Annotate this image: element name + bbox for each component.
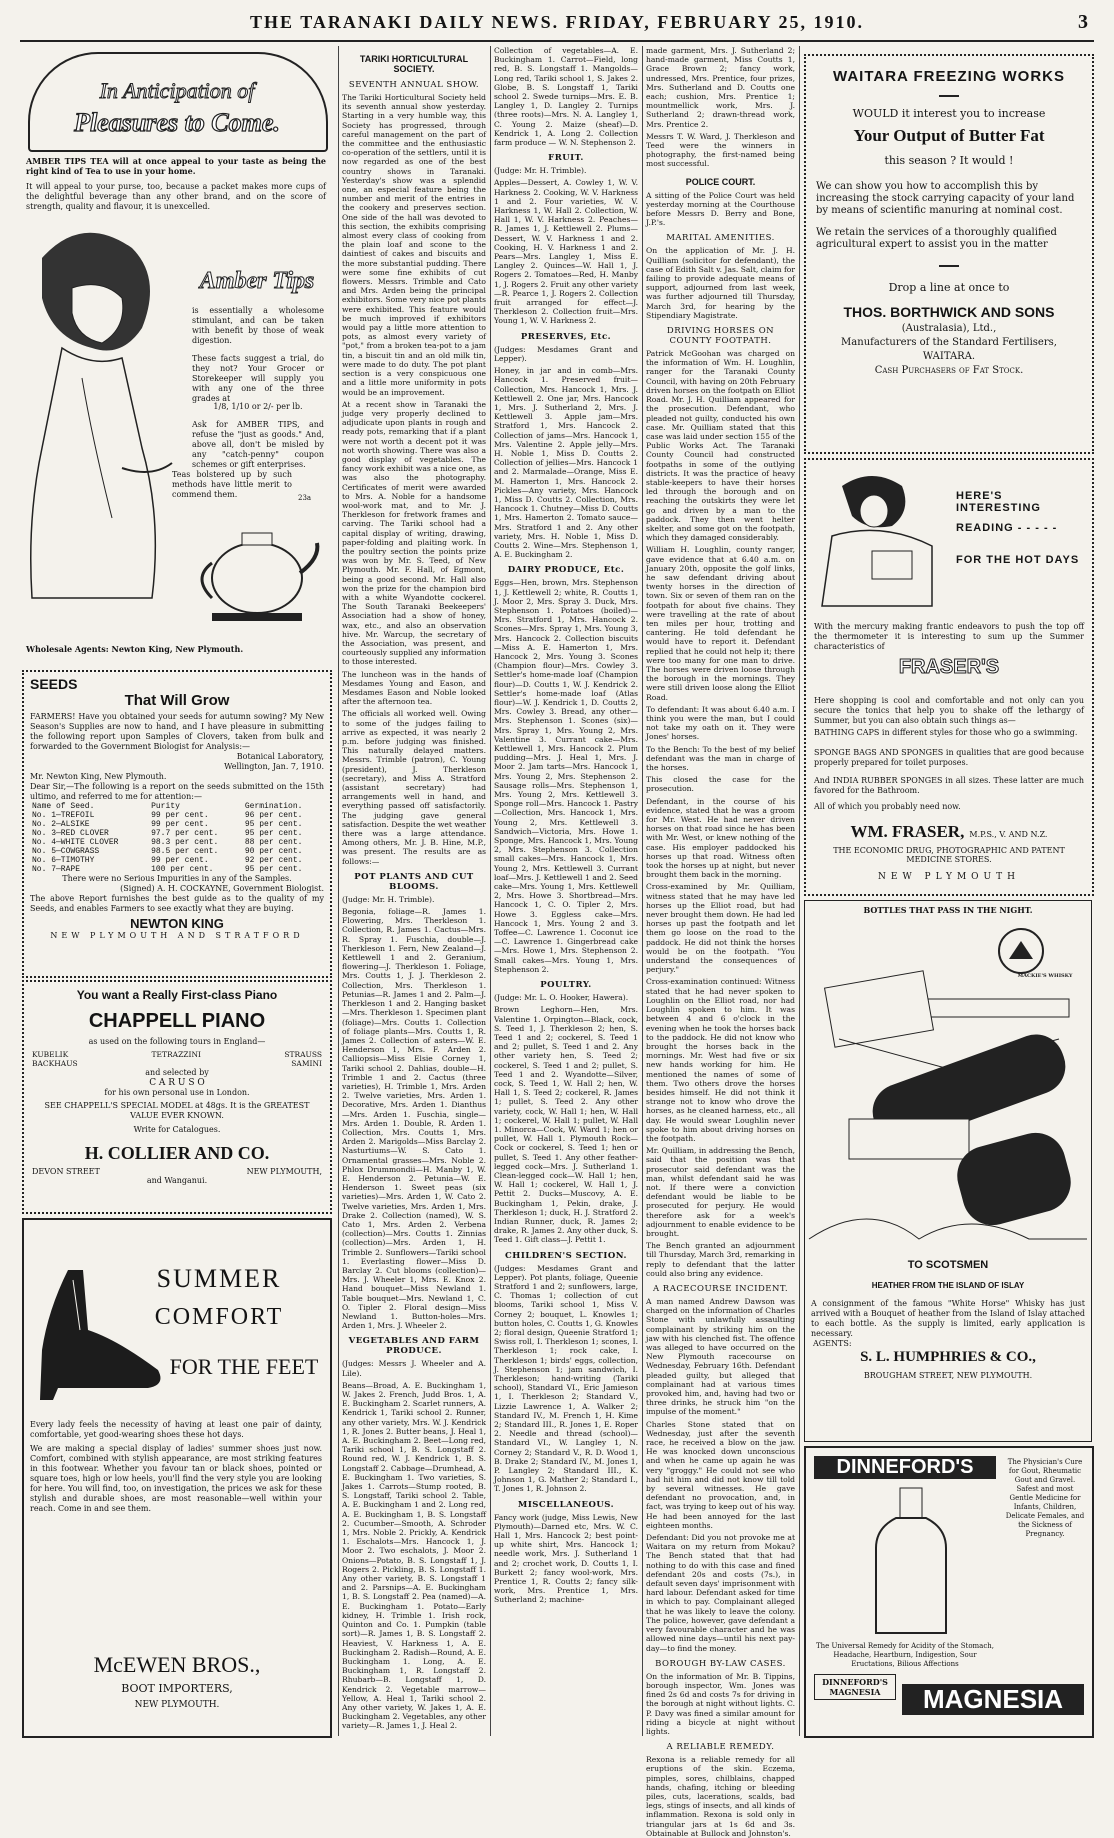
- seeds-towns: NEW PLYMOUTH AND STRATFORD: [50, 931, 304, 940]
- seeds-subtitle: That Will Grow: [124, 692, 230, 709]
- fraser-body: Here shopping is cool and comfortable and not only can you secure the tonics that help you to shake off the lethargy of Summer, but you can also obtain such things as—: [814, 696, 1084, 725]
- teapot-icon: [192, 518, 322, 628]
- piano-np: NEW PLYMOUTH,: [246, 1167, 322, 1176]
- waitara-line-3: this season ? It would !: [884, 154, 1014, 167]
- seed-purity: 97.7 per cent.: [151, 829, 219, 838]
- artist: BACKHAUS: [32, 1059, 78, 1068]
- column-rule: [642, 46, 643, 1736]
- table-row: [30, 865, 324, 874]
- piano-artists-row: [32, 1050, 322, 1059]
- article-paragraph: On the application of Mr. J. H. Quilliam (solicitor for defendant), the case of Edith Salt v. Jas. Salt, claim for failing to provide adequate means of support, adjourned from last week, was further adjourned till Thursday, March 3rd, for hearing by the Stipendiary Magistrate.: [646, 246, 796, 320]
- shoe-line-3: FOR THE FEET: [169, 1354, 319, 1379]
- seeds-intro: FARMERS! Have you obtained your seeds for autumn sowing? My New Season's Supplies are now to hand, and I have pleasure in submitting the following report upon Samples of Clovers, taken from bulk and forwarded to the Government Biologist for Analysis:—: [30, 712, 324, 751]
- seeds-ad: [22, 670, 332, 978]
- shoe-trade: BOOT IMPORTERS,: [121, 1682, 233, 1695]
- dinneford-remedy: The Universal Remedy for Acidity of the Stomach, Headache, Heartburn, Indigestion, Sour Eructations, Bilious Affections: [815, 1642, 995, 1668]
- article-paragraph: To the Bench: To the best of my belief defendant was the man in charge of the horses.: [646, 744, 795, 773]
- column-show-results: [494, 46, 638, 1736]
- seed-germination: 92 per cent.: [244, 856, 303, 865]
- article-paragraph: Mr. Quilliam, in addressing the Bench, said that the position was that prosecutor said defendant was the man, whilst defendant said he was not. If there were a conviction defendant would be liable to be prosecuted for perjury. He would therefore ask for a week's adjournment to enable evidence to be brought.: [646, 1146, 795, 1238]
- fraser-head-2: READING - - - - -: [956, 522, 1058, 534]
- seed-name: No. 4—WHITE CLOVER: [32, 838, 119, 847]
- seed-germination: 95 per cent.: [244, 829, 303, 838]
- piano-street: DEVON STREET: [32, 1167, 100, 1176]
- waitara-ad: [804, 54, 1094, 454]
- fraser-stores: THE ECONOMIC DRUG, PHOTOGRAPHIC AND PATENT MEDICINE STORES.: [833, 846, 1065, 864]
- seed-purity: 99 per cent.: [151, 811, 209, 820]
- article-paragraph: Cross-examination continued: Witness stated that he had never spoken to Loughlin on the Elliot road, nor had Loughlin spoken to him. It was between 4 and 6 o'clock in the evening when he took the horses back to the paddock. He did not know who brought the horses back in the mornings. Mr. West had five or six new hands working for him. He mentioned the names of some of them. Two others drove the horses besides himself. He did not think it strange not to know who drove the horses, as he cleaned harness, etc., all day. He would swear Loughlin never spoke to him about driving horses on the footpath.: [646, 977, 795, 1143]
- article-paragraph: A sitting of the Police Court was held yesterday morning at the Courthouse before Messrs D. Berry and Bone, J.P.'s.: [646, 190, 795, 228]
- shoe-firm: McEWEN BROS.,: [93, 1652, 261, 1677]
- fraser-item-1: BATHING CAPS in different styles for those who go a swimming.: [814, 728, 1078, 737]
- piano-wanganui: and Wanganui.: [146, 1176, 208, 1185]
- whisky-label: MACKIE'S WHISKY: [1017, 973, 1073, 979]
- tariki-subheading: SEVENTH ANNUAL SHOW.: [348, 80, 480, 90]
- article-paragraph: The Bench granted an adjournment till Thursday, March 3rd, remarking in reply to defendant that the latter could also bring any evidence.: [646, 1241, 795, 1278]
- article-paragraph: Cross-examined by Mr. Quilliam, witness stated that he may have led horses up the Elliot road, but had never brought them down. He had led horses up past the footpath and let them go loose on the road to the paddock. He did not think the horses would be on the footpath. "You understand the consequences of perjury.": [646, 882, 795, 975]
- dinneford-side: The Physician's Cure for Gout, Rheumatic Gout and Gravel. Safest and most Gentle Medicine for Infants, Children, Delicate Females, and the Sickness of Pregnancy.: [1005, 1458, 1085, 1538]
- piano-ad: [22, 980, 332, 1214]
- page-number: 3: [1078, 11, 1088, 33]
- airship-bottles-illustration: [809, 919, 1087, 1249]
- article-paragraph: Eggs—Hen, brown, Mrs. Stephenson 1, J. Kettlewell 2; white, R. Coutts 1, J. Moor 2, Mrs. Spray 3. Duck, Mrs. Stephenson 1. Potatoes (boiled)—Mrs. Stratford 1, Mrs. Hancock 2. Scones—Mrs. Spray 1, Mrs. Young 3, Mrs. Hancock 2. Collection biscuits—Miss A. E. Hamerton 1, Mrs. Hancock 2, Mrs. Young 3. Scones (Champion flour)—Mrs. Cowley 3. Settler's home-made loaf (Champion flour)—D. Coutts 1, W. J. Kendrick 2. Settler's home-made loaf (Atlas flour)—W. J. Kendrick 1, D. Coutts 2, Mrs. Cowley 3. Bread, any other—Mrs. Stephenson 1. Scones (six)—Mrs. Spray 1, Mrs. Young 2, Mrs. Valentine 3. Currant cake—Mrs. Kettlewell 1, Mrs. Hancock 2. Plum pudding—Mrs. J. Heal 1, Mrs. J. Moor 2. Jam tarts—Mrs. Hancock 1, Mrs. Young 2, Mrs. Stephenson 2. Sausage rolls—Mrs. Stephenson 1, Mrs. Young 2, Mrs. Kettlewell 3. Sponge roll—Mrs. Hancock 1. Pastry—Collection, Mrs. Hancock 1, Mrs. Young 2, Mrs. Kettlewell 3. Sandwich—Victoria, Mrs. Howe 1. Sponge, Mrs. Hancock 1, Mrs. Young 2, Mrs. Stephenson 3. Collection small cakes—Mrs. Hancock 1, Mrs. Young 2, Mrs. Kettlewell 3. Currant loaf—Mrs. J. Kettlewell 1 and 2. Seed cake—Mrs. Young 1, Mrs. Kettlewell 2, Mrs. Howe 3. Shortbread—Mrs. Hancock 1, C. O. Tipler 2, Mrs. Howe 3. Eggless cake—Mrs. Hancock 1, Mrs. Young 2 and 3. Toffee—C. Lawrence 1. Coconut ice—C. Lawrence 1. Gingerbread cake—Mrs. Howe 1, Mrs. Stephenson 2. Small cakes—Mrs. Young 1, Mrs. Stephenson 2.: [494, 578, 638, 974]
- fraser-head-3: FOR THE HOT DAYS: [956, 554, 1080, 566]
- whisky-head-2: HEATHER FROM THE ISLAND OF ISLAY: [871, 1281, 1025, 1290]
- column-header: Germination.: [244, 802, 303, 811]
- article-paragraph: To defendant: It was about 6.40 a.m. I think you were the man, but I could not take my oath on it. They were Jones' horses.: [646, 704, 795, 742]
- piano-catalogues: Write for Catalogues.: [133, 1125, 221, 1134]
- amber-prices: 1/8, 1/10 or 2/- per lb.: [213, 402, 303, 411]
- amber-tips-ad: [22, 48, 332, 664]
- article-paragraph: A man named Andrew Dawson was charged on the information of Charles Stone with unlawfully assaulting complainant by striking him on the jaw with his clenched fist. The offence was alleged to have occurred on the New Plymouth racecourse on Wednesday, February 16th. Defendant pleaded guilty, but alleged that complainant had at various times provoked him, and, having had two or three drinks, he struck him "on the impulse of the moment.": [646, 1296, 795, 1417]
- article-paragraph: Defendant, in the course of his evidence, stated that he was a groom for Mr. West. He had never driven horses on that road since he has been with Mr. West, or knew nothing of the case. His employer paddocked his horses up that road. Witness often took the horses up at night, but never brought them back in the morning.: [646, 796, 795, 880]
- column-header: Name of Seed.: [32, 802, 95, 811]
- piano-title: You want a Really First-class Piano: [76, 988, 278, 1002]
- column-header: Purity: [151, 802, 180, 811]
- article-paragraph: Fancy work (judge, Miss Lewis, New Plymouth)—Darned etc, Mrs. W. C. Hall 1, Mrs. Hancock 2; best point-up white shirt, Mrs. Hancock 1; needle work, Mrs. J. Sutherland 1 and 2; crochet work, D. Coutts 1, I. Burkett 2; fancy wool-work, Mrs. Prentice 1, R. Coutts 2; fancy silk-work, Mrs. Prentice 1, Mrs. Sutherland 2; machine-: [494, 1512, 638, 1605]
- artist: TETRAZZINI: [151, 1050, 201, 1059]
- amber-code: 23a: [298, 494, 312, 502]
- whisky-head-1: TO SCOTSMEN: [907, 1259, 989, 1271]
- bottle-label-1: DINNEFORD'S: [822, 1677, 888, 1687]
- seed-germination: 95 per cent.: [244, 865, 303, 874]
- divider: [939, 265, 959, 267]
- seed-name: No. 3—RED CLOVER: [32, 829, 109, 838]
- seed-name: No. 1—TREFOIL: [32, 811, 95, 820]
- shoe-line-1: SUMMER: [156, 1264, 282, 1293]
- column-tariki-show: [342, 46, 486, 1736]
- section-heading: A RACECOURSE INCIDENT.: [652, 1283, 789, 1294]
- section-heading: VEGETABLES AND FARM PRODUCE.: [348, 1336, 480, 1357]
- amber-trial: These facts suggest a trial, do they not? Your Grocer or Storekeeper will supply you with any one of the three grades at: [192, 354, 324, 403]
- seeds-title: SEEDS: [30, 676, 78, 692]
- section-heading: DAIRY PRODUCE, Etc.: [507, 565, 625, 576]
- seed-purity: 100 per cent.: [151, 865, 214, 874]
- judge-line: (Judges: Messrs J. Wheeler and A. Lile).: [342, 1359, 486, 1378]
- column-police-court: [646, 46, 796, 1838]
- seed-name: No. 2—ALSIKE: [32, 820, 90, 829]
- article-paragraph: Honey, in jar and in comb—Mrs. Hancock 1. Preserved fruit—Collection, Mrs. Hancock 1, Mrs. J. Kettlewell 2. One jar, Mrs. Hancock 1, Mrs. J. Sutherland 2, Mrs. J. Kettlewell 3. Apple jam—Mrs. Stratford 1, Mrs. Hancock 2. Collection of jams—Mrs. Hancock 1, Mrs. Valentine 2. Apple jelly—Mrs. H. Noble 1, Miss D. Coutts 2. Collection of jellies—Mrs. Hancock 1 and 2. Marmalade—Orange, Miss E. M. Hamerton 1, Mrs. Hancock 2. Pickles—Any variety, Mrs. Hancock 1, Miss D. Coutts 2. Collection, Mrs. Hancock 1. Chutney—Miss D. Coutts 1, Mrs. Hamerton 2. Tomato sauce—Mrs. Stratford 1 and 2. Any other variety, Mrs. H. Noble 1, Miss D. Coutts 2. Wine—Mrs. Stephenson 1, A. E. Buckingham 2.: [494, 366, 638, 560]
- fraser-brand: FRASER'S: [898, 656, 1000, 678]
- article-paragraph: Beans—Broad, A. E. Buckingham 1, W. Jakes 2. French, Judd Bros. 1, A. E. Buckingham 2. Scarlet runners, A. Kendrick 1, Tariki school 2. Runner, any other variety, Mrs. W. J. Kendrick 1, R. Jones 2. Butter beans, J. Heal 1, A. E. Buckingham 2. Beet—Long red, Tariki school 1, B. S. Longstaff 2. Round red, W. J. Kendrick 1, B. S. Longstaff 2. Cabbage—Drumhead, A. E. Buckingham 1. Two varieties, S. Jakes 1. Carrots—Stump rooted, B. S. Longstaff, Tariki school 2. Table, A. E. Buckingham 1 and 2. Long red, A. E. Buckingham 1, B. S. Longstaff 2. Cucumber—Smooth, A. Schroder 1, Mrs. Noble 2. Prickly, A. Kendrick 1. Eschalots—Mrs. Hancock 1, J. Moor 2. Two eschalots, J. Moor 2. Onions—Potato, B. S. Longstaff 1, J. Rogers 2. Pickling, B. S. Longstaff 1. Any other variety, B. S. Longstaff 1 and 2. Parsnips—A. E. Buckingham 1, B. S. Longstaff 2. Pea (named)—A. E. Buckingham 1. Potato—Early kidney, H. Trimble 1. Irish rock, Quinton and Co. 1. Pumpkin (table sort)—R. James 1, B. S. Longstaff 2. Heaviest, V. Harkness 1, A. E. Buckingham 2. Radish—Round, A. E. Buckingham 1. Long, A. E. Buckingham 1, R. Longstaff 2. Rhubarb—B. Longstaff 1, D. Kendrick 2. Vegetable marrow—Yellow, A. Heal 1, Tariki school 2. Any other variety, W. Jakes 1, A. E. Buckingham 2. Vegetables, any other variety—R. James 1, J. Heal 2.: [342, 1380, 486, 1731]
- section-heading: CHILDREN'S SECTION.: [505, 1250, 627, 1261]
- dinneford-bottle-label: [814, 1674, 896, 1700]
- shoe-icon: [28, 1260, 168, 1410]
- article-paragraph: (Judges: Mesdames Grant and Lepper). Pot plants, foliage, Queenie Stratford 1 and 2; sunflowers, large, C. Thomas 1; collection of cut blooms, Tariki school 1, Miss V. Corney 2; bouquet, L. Knowles 1; button holes, C. Coutts 1, G. Knowles 2; floral design, Queenie Stratford 1; Swiss roll, I. Therkleson 1; scones, I. Therkleson 1; rock cake, I. Therkleson 1; birds' eggs, collection, J. Stephenson 1; jam sandwich, I. Therkleson; hand-writing (Tariki school), Standard VI., Eric Jamieson 1, I. Therkleson 2; Standard V., Lizzie Lawrence 1, A. Walker 2; Standard IV., M. French 1, H. Kime 2; Standard III., R. Jones 1, E. Roper 2. Needle and thread (school)—Standard VI., W. Langley 1, N. Corney 2; Standard V., R. D. Wood 1, B. Drake 2; Standard IV., M. Jones 1, P. Langley 2; Standard III., K. Johnson 1, G. Mather 2; Standard I., T. Jones 1, R. Johnson 2.: [494, 1263, 638, 1494]
- seed-germination: 96 per cent.: [244, 811, 303, 820]
- seeds-addressee: Mr. Newton King, New Plymouth.: [30, 772, 167, 781]
- waitara-drop: Drop a line at once to: [888, 281, 1010, 294]
- artist: KUBELIK: [32, 1050, 69, 1059]
- section-heading: DRIVING HORSES ON COUNTY FOOTPATH.: [666, 326, 775, 347]
- waitara-town: WAITARA.: [922, 351, 976, 362]
- column-rule: [799, 46, 800, 1736]
- table-row: [30, 838, 324, 847]
- table-row: [30, 820, 324, 829]
- amber-body: It will appeal to your purse, too, because a packet makes more cups of the delightful beverage than any other brand, and on the score of strength, quality and flavour, it is unexcelled.: [26, 182, 326, 211]
- judge-line: (Judge: Mr. H. Trimble).: [342, 894, 435, 904]
- article-paragraph: On the information of Mr. B. Tippins, borough inspector, Wm. Jones was fined 2s 6d and costs 7s for driving in the borough at night without lights. C. P. Davy was fined a similar amount for riding a bicycle at night without lights.: [646, 1671, 795, 1736]
- fraser-quals: M.P.S., V. AND N.Z.: [969, 830, 1048, 839]
- amber-headline-2: Pleasures to Come.: [74, 108, 280, 137]
- amber-tea-note: Teas bolstered up by such methods have little merit to commend them.: [172, 470, 292, 499]
- table-row: [30, 829, 324, 838]
- amber-intro: AMBER TIPS TEA will at once appeal to your taste as being the right kind of Tea to use in your home.: [26, 156, 326, 176]
- waitara-firm: THOS. BORTHWICK AND SONS: [843, 304, 1055, 320]
- seed-germination: 90 per cent.: [244, 847, 303, 856]
- tariki-heading: TARIKI HORTICULTURAL SOCIETY.: [359, 54, 469, 74]
- article-paragraph: At a recent show in Taranaki the judge very properly declined to adjudicate upon plants in rough and ready pots, remarking that if a plant were not worth a decent pot it was not worth showing. There was also a good display of vegetables. The fancy work exhibit was a nice one, as was also the photography. Certificates of merit were awarded to Mrs. A. Noble for a handsome wool-work mat, and to Mr. J. Therkleson for fretwork frames and carving. The Tariki school had a capital display of writing, drawing, paper-folding and plaiting work. In the poultry section the points prize was won by Mr. S. Teed, of New Plymouth. Mr. F. Hall, of Egmont, being a good second. Mr. Hall also won the prize for the champion bird with a white Wyandotte cockerel. The South Taranaki Beekeepers' Association had a show of honey, wax, etc., and also an observation hive. Mr. Warcup, the secretary of the Association, was present, and courteously supplied any information to those interested.: [342, 399, 486, 667]
- article-paragraph: Defendant: Did you not provoke me at Waitara on my return from Mokau? The Bench stated that that had nothing to do with this case and fined defendant 20s and costs (7s.), in default seven days' imprisonment with hard labour. Defendant asked for time in which to pay. Complainant alleged that he was likely to leave the colony. The police, however, gave defendant a very favourable character and he was allowed nine days—until his next pay-day—to find the money.: [646, 1533, 795, 1653]
- table-row: [30, 847, 324, 856]
- whisky-title: BOTTLES THAT PASS IN THE NIGHT.: [863, 905, 1033, 915]
- piano-caruso: C A R U S O: [149, 1078, 205, 1088]
- section-heading: BOROUGH BY-LAW CASES.: [655, 1658, 786, 1669]
- section-heading: MISCELLANEOUS.: [517, 1499, 615, 1510]
- article-paragraph: Rexona is a reliable remedy for all eruptions of the skin. Eczema, pimples, sores, chilblains, chapped hands, chafing, itching or bleeding piles, cuts, lacerations, scalds, bad legs, stings of insects, and all kinds of inflammation. Rexona is sold only in triangular jars at 1s 6d and 3s. Obtainable at Bullock and Johnston's.: [646, 1755, 795, 1838]
- column-rule: [338, 46, 339, 1736]
- seed-germination: 95 per cent.: [244, 820, 303, 829]
- seeds-lab-date: Wellington, Jan. 7, 1910.: [224, 762, 324, 771]
- masthead: [20, 6, 1094, 42]
- fraser-intro: With the mercury making frantic endeavors to push the top off the thermometer it is interesting to sum up the Summer characteristics of: [814, 622, 1084, 651]
- piano-selected: and selected by: [145, 1068, 209, 1077]
- waitara-title: WAITARA FREEZING WORKS: [833, 68, 1065, 85]
- judge-line: (Judges: Mesdames Grant and Lepper).: [494, 344, 638, 363]
- article-paragraph: The officials all worked well. Owing to some of the judges failing to arrive as expected, it was nearly 2 p.m. before judging was finished. This naturally delayed matters. Messrs. Trimble (patron), C. Young (president), J. Therkleson (secretary), and Miss A. Stratford (assistant secretary) had arrangements well in hand, and everything passed off satisfactorily. The judging gave general satisfaction. Despite the wet weather there was a large attendance. Among others, Mr. J. B. Hine, M.P., was present. The results are as follows:—: [342, 709, 486, 866]
- article-paragraph: made garment, Mrs. J. Sutherland 2; hand-made garment, Miss Coutts 1, Grace Brown 2; fancy work, undressed, Mrs. Prentice, four prizes, Mrs. Sutherland and D. Coutts one each; cushion, Mrs. Prentice 1; mountmellick work, Mrs. J. Sutherland 2; drawn-thread work, Mrs. Prentice 2.: [646, 46, 795, 129]
- article-paragraph: Patrick McGoohan was charged on the information of Wm. H. Loughlin, ranger for the Taranaki County Council, with having on 20th February driven horses on the footpath on Elliot Road. Mr. J. H. Quilliam appeared for the prosecution. Defendant, who pleaded not guilty, conducted his own case. Mr. Quilliam stated that this case was laid under section 155 of the Public Works Act. The Taranaki County Council had constructed footpaths in some of the outlying districts. It was the practice of heavy stable-keepers to have their horses led through the borough and on reaching the outskirts they were let go and driven by a man to the paddock. They then went helter skelter, and some got on the footpath, which they damaged considerably.: [646, 349, 795, 543]
- judge-line: (Judge: Mr. L. O. Hooker, Hawera).: [494, 993, 629, 1003]
- article-paragraph: The luncheon was in the hands of Mesdames Young and Eason, and Mesdames Eason and Noble looked after the afternoon tea.: [342, 669, 486, 707]
- judge-line: (Judge: Mr. H. Trimble).: [494, 166, 587, 176]
- piano-brand: CHAPPELL PIANO: [88, 1010, 266, 1032]
- fraser-ad: [804, 458, 1094, 896]
- dinneford-product: MAGNESIA: [902, 1684, 1084, 1715]
- seeds-firm: NEWTON KING: [130, 916, 224, 931]
- section-heading: PRESERVES, Etc.: [520, 331, 612, 342]
- fraser-head-1: HERE'S INTERESTING: [956, 490, 1041, 514]
- article-paragraph: Collection of vegetables—A. E. Buckingham 1. Carrot—Field, long red, B. S. Longstaff 1. Mangolds—Long red, Tariki school 1, S. Jakes 2. Globe, B. S. Longstaff 1, Tariki school 2. Swede turnips—Mrs. E. B. Langley 1, D. Langley 2. Turnips (three roots)—Mrs. N. A. Langley 1, C. Young 2. Maize (sheaf)—D. Kendrick 1, A. Long 2. Collection farm produce — W. N. Stephenson 2.: [494, 46, 638, 148]
- section-heading: FRUIT.: [548, 153, 584, 164]
- section-heading: POULTRY.: [540, 980, 592, 991]
- piano-caruso-note: for his own personal use in London.: [104, 1088, 250, 1097]
- seed-name: No. 6—TIMOTHY: [32, 856, 95, 865]
- table-row: [30, 811, 324, 820]
- seed-purity: 99 per cent.: [151, 856, 209, 865]
- piano-firm: H. COLLIER AND CO.: [84, 1143, 270, 1163]
- article-paragraph: Charles Stone stated that on Wednesday, just after the seventh race, he received a blow on the jaw. He was knocked down unconscious and when he came up again he was very "groggy." He could not see who had hit him and did not know till told by several witnesses. He gave defendant no provocation, and, in fact, was trying to keep out of his way. He had been annoyed for the last eighteen months.: [646, 1419, 795, 1530]
- article-paragraph: Messrs T. W. Ward, J. Therkleson and Teed were the winners in photography, the first-named being most successful.: [646, 131, 795, 169]
- masthead-title: THE TARANAKI DAILY NEWS. FRIDAY, FEBRUARY 25, 1910.: [250, 12, 864, 32]
- amber-refuse: Ask for AMBER TIPS, and refuse the "just as goods." And, above all, don't be misled by any "catch-penny" coupon schemes or gift enterprises.: [192, 420, 324, 469]
- dinneford-ad: [804, 1446, 1094, 1738]
- piano-special: SEE CHAPPELL'S SPECIAL MODEL at 48gs. It is the GREATEST VALUE EVER KNOWN.: [44, 1101, 310, 1120]
- seed-purity: 98.3 per cent.: [151, 838, 219, 847]
- fraser-all: All of which you probably need now.: [814, 802, 961, 811]
- dinneford-brand: DINNEFORD'S: [814, 1456, 996, 1479]
- bottle-icon: [866, 1488, 956, 1638]
- divider: [939, 95, 959, 97]
- seed-name: No. 5—COWGRASS: [32, 847, 100, 856]
- fraser-firm-line: [806, 822, 1092, 842]
- seeds-closing: The above Report furnishes the best guide as to the quality of my Seeds, and enables Farmers to see exactly what they are buying.: [30, 894, 324, 913]
- artist: SAMINI: [291, 1059, 322, 1068]
- fraser-town: NEW PLYMOUTH: [878, 872, 1020, 882]
- whisky-address: BROUGHAM STREET, NEW PLYMOUTH.: [863, 1371, 1033, 1380]
- piano-address: [32, 1167, 322, 1176]
- waitara-role: Manufacturers of the Standard Fertilisers,: [841, 337, 1057, 348]
- amber-brand: Amber Tips: [199, 268, 315, 294]
- section-heading: POT PLANTS AND CUT BLOOMS.: [354, 871, 474, 892]
- waitara-line-1: WOULD it interest you to increase: [852, 107, 1046, 120]
- whisky-body: A consignment of the famous "White Horse" Whisky has just arrived with a Bouquet of heather from the Island of Islay attached to each bottle. As the supply is limited, early application is necessary.: [811, 1299, 1085, 1338]
- waitara-role-2: Cash Purchasers of Fat Stock.: [874, 365, 1024, 376]
- woman-illustration: [22, 218, 182, 598]
- article-paragraph: Apples—Dessert, A. Cowley 1, W. V. Harkness 2. Cooking, W. V. Harkness 1 and 2. Four varieties, W. V. Harkness 1, W. Hall 2. Collection, W. Hall 1, W. V. Harkness 2. Peaches—R. James 1, J. Kettlewell 2. Plums—Dessert, W. V. Harkness 1 and 2. Cooking, H. V. Harkness 1 and 2. Pears—Mrs. Langley 1, Miss E. Langley 2. Quinces—W. Hall 1, J. Rogers 2. Tomatoes—Red, H. Manby 1, J. Rogers 2. Fruit any other variety—R. Pearce 1, J. Rogers 2. Collection fruit arranged for effect—J. Therkleson 2. Collection fruit—Mrs. Young 1, W. V. Harkness 2.: [494, 178, 638, 326]
- seed-purity: 98.5 per cent.: [151, 847, 219, 856]
- artist: STRAUSS: [284, 1050, 322, 1059]
- waitara-firm-2: (Australasia), Ltd.,: [901, 323, 997, 334]
- shoe-line-2: COMFORT: [154, 1304, 284, 1330]
- whisky-ad: [804, 900, 1092, 1442]
- shoe-body-2: We are making a special display of ladies' summer shoes just now. Comfort, combined with stylish appearance, are most striking features in this footwear. Whether you favour tan or black shoes, pointed or square toes, high or low heels, you'll find the very style you are looking for here. You will find, too, on investigation, the prices we ask for these stylish and durable shoes, are most reasonable—well within your reach. Come in and see them.: [30, 1444, 322, 1513]
- whisky-agents: AGENTS:: [813, 1339, 852, 1348]
- waitara-line-2: Your Output of Butter Fat: [853, 126, 1045, 145]
- police-court-heading: POLICE COURT.: [685, 176, 756, 187]
- fraser-item-2: SPONGE BAGS AND SPONGES in qualities that are good because properly prepared for toilet purposes.: [814, 748, 1084, 767]
- reading-woman-illustration: [812, 466, 942, 616]
- amber-desc: is essentially a wholesome stimulant, and can be taken with benefit by those of weak digestion.: [192, 306, 324, 345]
- whisky-firm: S. L. HUMPHRIES & CO.,: [860, 1349, 1036, 1365]
- shoe-ad: [22, 1218, 332, 1738]
- section-heading: A RELIABLE REMEDY.: [666, 1742, 775, 1753]
- seeds-note: There were no Serious Impurities in any of the Samples.: [62, 874, 292, 883]
- column-rule: [490, 46, 491, 1736]
- amber-headline-1: In Anticipation of: [99, 78, 255, 103]
- waitara-body-1: We can show you how to accomplish this by increasing the stock carrying capacity of your land by means of scientific manuring at nominal cost.: [816, 181, 1075, 216]
- seed-name: No. 7—RAPE: [32, 865, 81, 874]
- table-header-row: [30, 802, 324, 811]
- shoe-town: NEW PLYMOUTH.: [134, 1700, 220, 1710]
- seed-germination: 88 per cent.: [244, 838, 303, 847]
- piano-artists-row: [32, 1059, 322, 1068]
- seeds-report-table: [30, 802, 324, 874]
- fraser-firm: WM. FRASER,: [850, 822, 965, 841]
- shoe-body-1: Every lady feels the necessity of having at least one pair of dainty, comfortable, yet good-wearing shoes these hot days.: [30, 1420, 322, 1439]
- article-paragraph: William H. Loughlin, county ranger, gave evidence that at 6.40 a.m. on January 20th, opposite the golf links, he saw defendant driving about twenty horses in the direction of town. Six or seven of them ran on the footpath for about five chains. They were travelling at the rate of about ten miles per hour, trotting and cantering. He told defendant he would have to report it. Defendant replied that he could not help it; there were too many for one man to drive. The horses were driven loose through the borough in the mornings. They were still driven loose along the Elliot Road.: [646, 545, 795, 702]
- article-paragraph: Begonia, foliage—R. James 1. Flowering, Mrs. Therkleson 1. Collection, R. James 1. Cactus—Mrs. R. Spray 1. Fuschia, double—J. Therkleson 1. Fern, New Zealand—J. Kettlewell 1 and 2. Geranium, flowering—J. Therkleson 1. Foliage, Mrs. Coutts 1, J. J. Therkleson 2. Collection, Mrs. Therkleson 1. Petunias—R. James 1 and 2. Palm—J. Therkleson 1 and 2. Hanging basket—Mrs. Therkleson 1. Specimen plant (foliage)—Mrs. Coutts 1. Collection of foliage plants—Mrs. Coutts 1, R. James 2. Collection of asters—W. E. Henderson 1, Mrs. F. Arden 2. Calliopsis—Miss Elsie Corney 1, Tariki school 2. Dahlias, double—H. Trimble 1 and 2. Cactus (three varieties), H. Trimble 1, Mrs. Arden 2. Twelve varieties, Mrs. Arden 1. Decorative, Mrs. Arden 1. Dianthus—Mrs. Arden 1. Fuschia, single—Mrs. Arden 1. Double, R. Arden 1. Collection, Mrs. Coutts 1, Mrs. Arden 2. Marigolds—Miss Barclay 2. Nasturtiums—W. S. Cato 1. Ornamental grasses—Mrs. Noble 2. Phlox Drummondii—H. Manby 1, W. E. Henderson 2. Petunia—W. E. Henderson 1. Sweet peas (six varieties)—Mrs. Arden 1, W. Cato 2. Twelve varieties, Mrs. Arden 1, Mrs. Drake 2. Collection (named), W. S. Cato 1, Mrs. Arden 2. Verbena (collection)—Mrs. Coutts 1. Zinnias (collection)—Mrs. Arden 1, H. Trimble 2. Sunflowers—Tariki school 1. Everlasting flower—Miss D. Barclay 2. Cut blooms (collection)—Mrs. J. Wheeler 1, Mrs. E. Knox 2. Hand bouquet—Miss Newland 1. Table bouquet—Mrs. Newland 1, C. O. Tipler 2. Floral design—Miss Newland 1. Button-holes—Mrs. Arden 1, Mrs. J. Wheeler 2.: [342, 907, 486, 1331]
- article-paragraph: The Tariki Horticultural Society held its seventh annual show yesterday. Starting in a very humble way, this Society has progressed, through careful management on the part of the committee and the enthusiastic co-operation of the settlers, until it is now regarded as one of the best country shows in Taranaki. Yesterday's show was a splendid one, an especial feature being the number and merit of the entries in the cookery and preserves section. One side of the hall was devoted to this section, the exhibits comprising almost every class of cooking from the plain loaf and scone to the daintiest of cakes and biscuits and the more substantial pudding. There were some fine exhibits of cut flowers. Messrs. Trimble and Cato and Mrs. Arden being the principal exhibitors. Some very nice pot plants were exhibited. This feature would be much improved if exhibitors would pay a little more attention to pots, as almost every variety of "pot," from a broken tea-pot to a jam tin, a biscuit tin and an old milk tin, were made to do duty. The pot plant section is a very conspicuous one and a little more uniformity in pots would be an improvement.: [342, 93, 486, 397]
- seeds-signed: (Signed) A. H. COCKAYNE, Government Biologist.: [120, 884, 324, 893]
- amber-agents: Wholesale Agents: Newton King, New Plymouth.: [26, 644, 244, 654]
- seeds-lab: Botanical Laboratory,: [236, 752, 324, 761]
- waitara-body-2: We retain the services of a thoroughly qualified agricultural expert to assist you in the matter: [816, 227, 1057, 250]
- piano-used: as used on the following tours in England—: [88, 1037, 266, 1046]
- table-row: [30, 856, 324, 865]
- seed-purity: 99 per cent.: [151, 820, 209, 829]
- article-paragraph: Brown Leghorn—Hen, Mrs. Valentine 1. Orpington—Black, cock, S. Teed 1, J. Therkleson 2; hen, S. Teed 1 and 2; cockerel, S. Teed 1 and 2; pullet, S. Teed 1 and 2. Any other variety hen, S. Teed 2; cockerel, S. Teed 1 and 2; pullet, S. Teed 1 and 2. Wyandotte—Silver, cock, S. Teed 1, W. Hall 2; hen, W. Hall 1, S. Teed 2; cockerel, R. James 1; pullet, S. Teed 2. Any other variety, cock, W. Hall 1; hen, W. Hall 1; cockerel, W. Hall 1; pullet, W. Hall 1. Minorca—Cock, W. Ward 1; hen or pullet, W. Hall 1. Plymouth Rock—Cock or cockerel, S. Teed 1; hen or pullet, S. Teed 1. Any other feather-legged cock—Mrs. J. Sutherland 1. Clean-legged cock—W. Hall 1; hen, W. Hall 1; cockerel, W. Hall 1, J. Pettit 2. Ducks—Muscovy, A. E. Buckingham 1, Pekin, drake, J. Therkleson 1; duck, H. J. Stratford 2. Indian Runner, duck, R. James 2; drake, R. James 2. Any other duck, S. Teed 1. Gift class—J. Pettit 1.: [494, 1005, 638, 1245]
- bottle-label-2: MAGNESIA: [829, 1687, 881, 1697]
- seeds-salutation: Dear Sir,—The following is a report on the seeds submitted on the 15th ultimo, and referred to me for attention:—: [30, 782, 324, 801]
- section-heading: MARITAL AMENITIES.: [666, 233, 775, 244]
- fraser-item-3: And INDIA RUBBER SPONGES in all sizes. These latter are much favored for the Bathroom.: [814, 776, 1084, 795]
- article-paragraph: This closed the case for the prosecution.: [646, 775, 795, 794]
